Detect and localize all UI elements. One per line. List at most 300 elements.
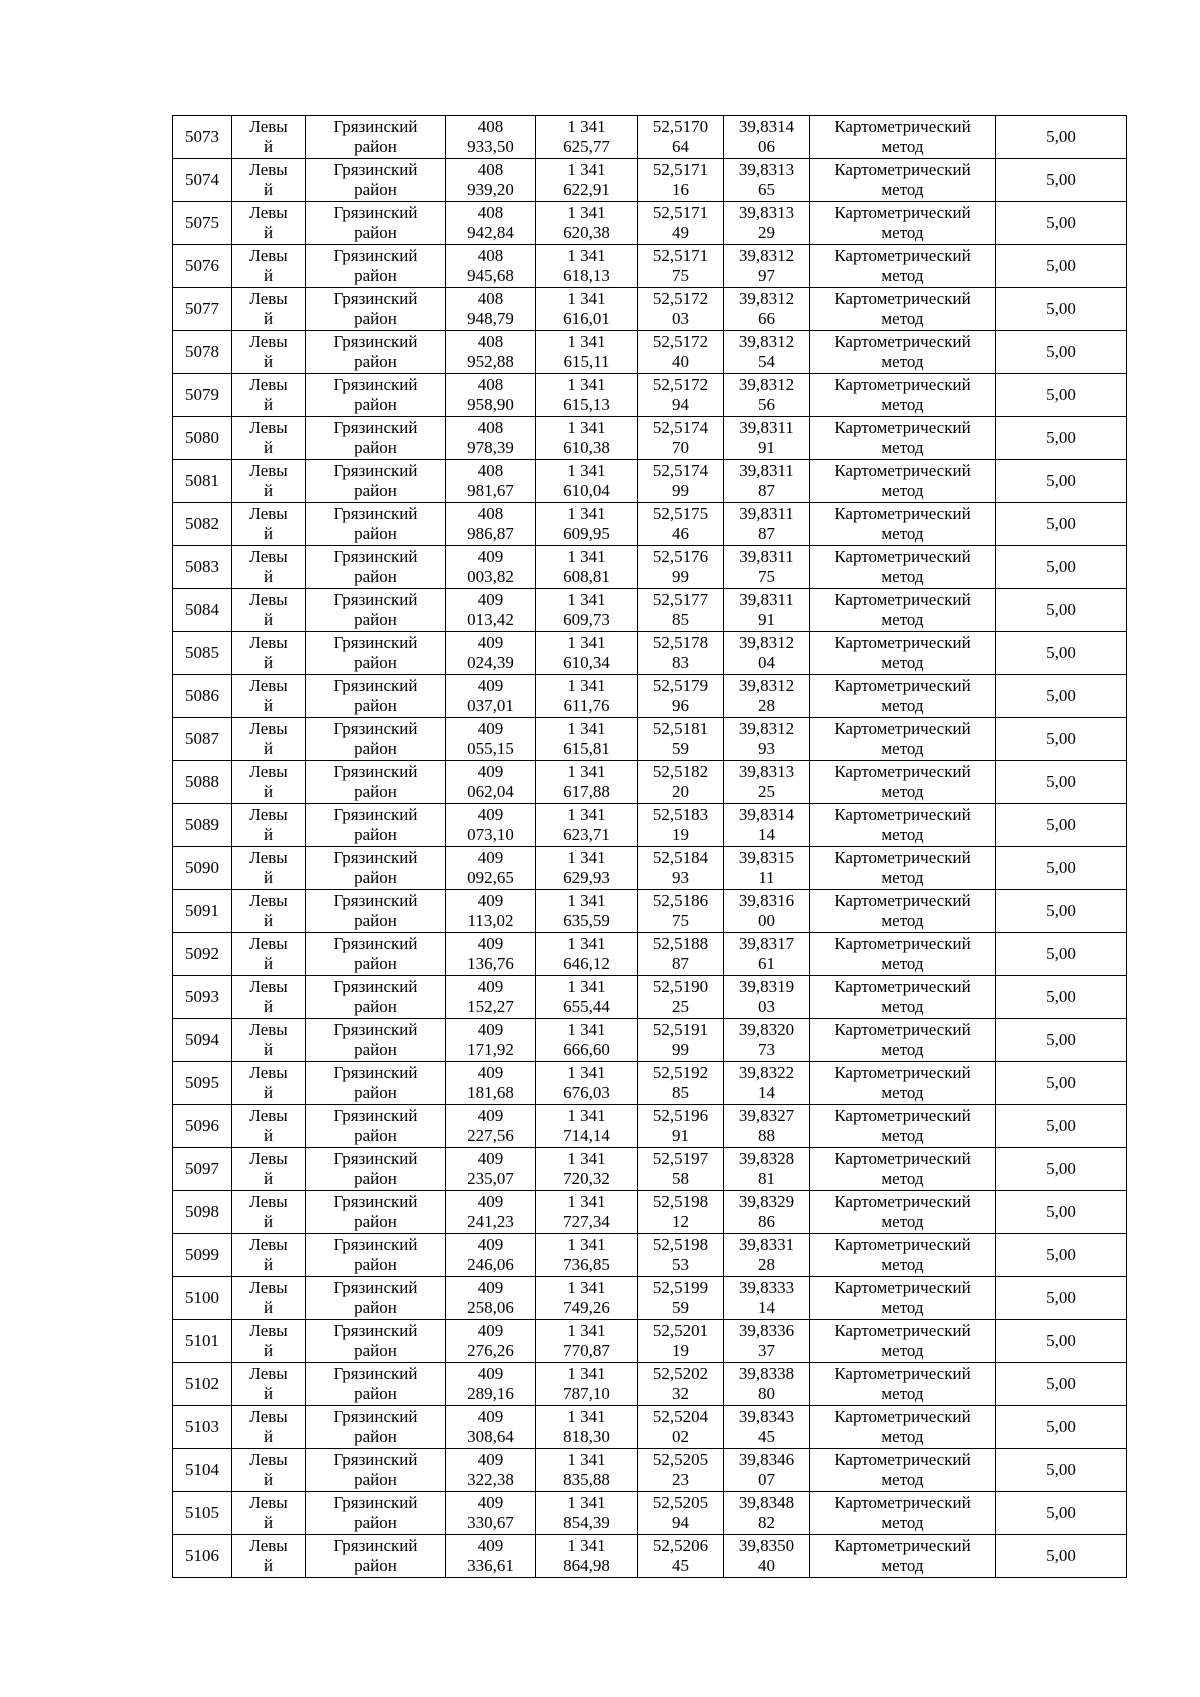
district-cell (306, 1406, 446, 1449)
accuracy-cell (996, 288, 1127, 331)
latitude-cell-line: 59 (672, 739, 689, 758)
side-cell (232, 1535, 306, 1578)
x-coordinate-cell-line: 408 (477, 504, 504, 523)
district-cell-line: район (354, 696, 397, 715)
method-cell (810, 159, 996, 202)
y-coordinate-cell-line: 1 341 (567, 676, 606, 695)
longitude-cell (724, 1363, 810, 1406)
side-cell-line: Левы (249, 1149, 288, 1168)
x-coordinate-cell-line: 952,88 (467, 352, 514, 371)
latitude-cell-line: 02 (672, 1427, 689, 1446)
x-coordinate-cell-line: 336,61 (467, 1556, 514, 1575)
y-coordinate-cell-line: 1 341 (567, 246, 606, 265)
latitude-cell (638, 589, 724, 632)
x-coordinate-cell (446, 159, 536, 202)
latitude-cell-line: 70 (672, 438, 689, 457)
accuracy-cell (996, 675, 1127, 718)
method-cell-line: метод (881, 1169, 924, 1188)
method-cell-line: Картометрический (834, 633, 971, 652)
district-cell (306, 1191, 446, 1234)
longitude-cell (724, 804, 810, 847)
x-coordinate-cell-line: 409 (477, 1536, 504, 1555)
accuracy-cell (996, 761, 1127, 804)
x-coordinate-cell-line: 073,10 (467, 825, 514, 844)
latitude-cell (638, 1019, 724, 1062)
accuracy-cell-line: 5,00 (1046, 1073, 1076, 1092)
accuracy-cell (996, 1277, 1127, 1320)
accuracy-cell-line: 5,00 (1046, 600, 1076, 619)
longitude-cell-line: 37 (758, 1341, 775, 1360)
method-cell-line: метод (881, 997, 924, 1016)
side-cell (232, 159, 306, 202)
y-coordinate-cell (536, 1062, 638, 1105)
y-coordinate-cell-line: 1 341 (567, 1020, 606, 1039)
y-coordinate-cell-line: 1 341 (567, 1192, 606, 1211)
point-number-cell (173, 1492, 232, 1535)
x-coordinate-cell-line: 409 (477, 934, 504, 953)
side-cell-line: Левы (249, 977, 288, 996)
side-cell (232, 1148, 306, 1191)
longitude-cell-line: 39,8327 (738, 1106, 795, 1125)
accuracy-cell-line: 5,00 (1046, 1417, 1076, 1436)
y-coordinate-cell-line: 618,13 (563, 266, 610, 285)
side-cell-line: й (263, 395, 274, 414)
point-number-cell-line: 5079 (185, 385, 219, 404)
side-cell-line: й (263, 1169, 274, 1188)
longitude-cell (724, 718, 810, 761)
x-coordinate-cell (446, 933, 536, 976)
district-cell-line: район (354, 911, 397, 930)
x-coordinate-cell-line: 978,39 (467, 438, 514, 457)
district-cell-line: Грязинский (333, 1278, 418, 1297)
latitude-cell (638, 933, 724, 976)
latitude-cell-line: 52,5183 (652, 805, 709, 824)
point-number-cell (173, 116, 232, 159)
point-number-cell-line: 5084 (185, 600, 219, 619)
longitude-cell-line: 82 (758, 1513, 775, 1532)
y-coordinate-cell (536, 1449, 638, 1492)
latitude-cell (638, 804, 724, 847)
y-coordinate-cell-line: 1 341 (567, 160, 606, 179)
table-row (173, 1148, 1127, 1191)
x-coordinate-cell (446, 976, 536, 1019)
y-coordinate-cell-line: 1 341 (567, 1106, 606, 1125)
latitude-cell-line: 52,5197 (652, 1149, 709, 1168)
x-coordinate-cell (446, 804, 536, 847)
x-coordinate-cell (446, 1234, 536, 1277)
method-cell-line: Картометрический (834, 676, 971, 695)
y-coordinate-cell-line: 610,04 (563, 481, 610, 500)
latitude-cell-line: 94 (672, 395, 689, 414)
longitude-cell (724, 546, 810, 589)
method-cell (810, 804, 996, 847)
table-row (173, 1492, 1127, 1535)
latitude-cell-line: 52,5174 (652, 461, 709, 480)
district-cell-line: Грязинский (333, 1364, 418, 1383)
side-cell (232, 890, 306, 933)
y-coordinate-cell-line: 623,71 (563, 825, 610, 844)
longitude-cell-line: 14 (758, 1083, 775, 1102)
table-row (173, 632, 1127, 675)
longitude-cell (724, 417, 810, 460)
y-coordinate-cell-line: 609,95 (563, 524, 610, 543)
point-number-cell (173, 1019, 232, 1062)
longitude-cell (724, 761, 810, 804)
district-cell (306, 1363, 446, 1406)
side-cell (232, 976, 306, 1019)
latitude-cell-line: 52,5205 (652, 1493, 709, 1512)
point-number-cell (173, 847, 232, 890)
accuracy-cell (996, 1234, 1127, 1277)
method-cell-line: метод (881, 1384, 924, 1403)
district-cell-line: район (354, 266, 397, 285)
point-number-cell-line: 5106 (185, 1546, 219, 1565)
x-coordinate-cell (446, 1148, 536, 1191)
district-cell-line: Грязинский (333, 117, 418, 136)
x-coordinate-cell (446, 718, 536, 761)
longitude-cell (724, 1277, 810, 1320)
accuracy-cell (996, 374, 1127, 417)
x-coordinate-cell-line: 409 (477, 1106, 504, 1125)
accuracy-cell-line: 5,00 (1046, 1159, 1076, 1178)
district-cell (306, 460, 446, 503)
side-cell-line: й (263, 825, 274, 844)
x-coordinate-cell (446, 1277, 536, 1320)
y-coordinate-cell-line: 1 341 (567, 117, 606, 136)
y-coordinate-cell-line: 1 341 (567, 332, 606, 351)
longitude-cell-line: 91 (758, 610, 775, 629)
table-row (173, 761, 1127, 804)
side-cell-line: й (263, 1126, 274, 1145)
method-cell-line: метод (881, 1083, 924, 1102)
method-cell-line: метод (881, 825, 924, 844)
side-cell-line: Левы (249, 1278, 288, 1297)
x-coordinate-cell (446, 675, 536, 718)
point-number-cell-line: 5089 (185, 815, 219, 834)
accuracy-cell (996, 1148, 1127, 1191)
accuracy-cell-line: 5,00 (1046, 901, 1076, 920)
longitude-cell-line: 80 (758, 1384, 775, 1403)
longitude-cell-line: 61 (758, 954, 775, 973)
district-cell-line: Грязинский (333, 1192, 418, 1211)
method-cell (810, 761, 996, 804)
longitude-cell (724, 1449, 810, 1492)
latitude-cell-line: 49 (672, 223, 689, 242)
y-coordinate-cell (536, 288, 638, 331)
table-row (173, 503, 1127, 546)
side-cell-line: Левы (249, 1106, 288, 1125)
method-cell-line: Картометрический (834, 1149, 971, 1168)
method-cell-line: метод (881, 438, 924, 457)
district-cell (306, 1019, 446, 1062)
point-number-cell-line: 5087 (185, 729, 219, 748)
longitude-cell (724, 589, 810, 632)
method-cell-line: метод (881, 567, 924, 586)
y-coordinate-cell-line: 1 341 (567, 891, 606, 910)
longitude-cell (724, 288, 810, 331)
district-cell (306, 245, 446, 288)
x-coordinate-cell-line: 933,50 (467, 137, 514, 156)
point-number-cell (173, 1320, 232, 1363)
district-cell-line: Грязинский (333, 590, 418, 609)
side-cell-line: Левы (249, 590, 288, 609)
x-coordinate-cell-line: 408 (477, 418, 504, 437)
district-cell (306, 1320, 446, 1363)
accuracy-cell-line: 5,00 (1046, 944, 1076, 963)
accuracy-cell (996, 331, 1127, 374)
district-cell-line: район (354, 1513, 397, 1532)
district-cell-line: район (354, 1169, 397, 1188)
x-coordinate-cell-line: 181,68 (467, 1083, 514, 1102)
latitude-cell-line: 52,5188 (652, 934, 709, 953)
table-row (173, 976, 1127, 1019)
y-coordinate-cell-line: 1 341 (567, 547, 606, 566)
district-cell-line: район (354, 137, 397, 156)
latitude-cell (638, 159, 724, 202)
longitude-cell (724, 1320, 810, 1363)
longitude-cell (724, 1492, 810, 1535)
longitude-cell-line: 39,8312 (738, 289, 795, 308)
district-cell-line: Грязинский (333, 461, 418, 480)
method-cell-line: метод (881, 782, 924, 801)
latitude-cell-line: 23 (672, 1470, 689, 1489)
method-cell-line: Картометрический (834, 117, 971, 136)
method-cell-line: метод (881, 1255, 924, 1274)
table-row (173, 374, 1127, 417)
longitude-cell-line: 39,8311 (739, 547, 794, 566)
point-number-cell (173, 1234, 232, 1277)
x-coordinate-cell-line: 409 (477, 977, 504, 996)
x-coordinate-cell-line: 408 (477, 203, 504, 222)
y-coordinate-cell-line: 1 341 (567, 1536, 606, 1555)
x-coordinate-cell (446, 1062, 536, 1105)
accuracy-cell (996, 546, 1127, 589)
method-cell-line: метод (881, 1427, 924, 1446)
method-cell (810, 1449, 996, 1492)
table-row (173, 1105, 1127, 1148)
y-coordinate-cell (536, 804, 638, 847)
y-coordinate-cell-line: 608,81 (563, 567, 610, 586)
point-number-cell (173, 1449, 232, 1492)
latitude-cell (638, 1449, 724, 1492)
district-cell (306, 116, 446, 159)
latitude-cell-line: 52,5174 (652, 418, 709, 437)
x-coordinate-cell-line: 241,23 (467, 1212, 514, 1231)
y-coordinate-cell-line: 615,13 (563, 395, 610, 414)
district-cell-line: Грязинский (333, 848, 418, 867)
side-cell (232, 546, 306, 589)
method-cell-line: Картометрический (834, 160, 971, 179)
x-coordinate-cell-line: 322,38 (467, 1470, 514, 1489)
x-coordinate-cell (446, 1449, 536, 1492)
point-number-cell (173, 718, 232, 761)
longitude-cell-line: 86 (758, 1212, 775, 1231)
point-number-cell (173, 1191, 232, 1234)
district-cell (306, 546, 446, 589)
district-cell-line: район (354, 1126, 397, 1145)
y-coordinate-cell-line: 749,26 (563, 1298, 610, 1317)
y-coordinate-cell-line: 610,34 (563, 653, 610, 672)
district-cell-line: Грязинский (333, 418, 418, 437)
accuracy-cell (996, 1535, 1127, 1578)
district-cell-line: Грязинский (333, 203, 418, 222)
district-cell-line: район (354, 739, 397, 758)
method-cell (810, 890, 996, 933)
y-coordinate-cell-line: 1 341 (567, 418, 606, 437)
x-coordinate-cell-line: 409 (477, 719, 504, 738)
point-number-cell-line: 5102 (185, 1374, 219, 1393)
side-cell-line: й (263, 524, 274, 543)
y-coordinate-cell-line: 625,77 (563, 137, 610, 156)
y-coordinate-cell (536, 675, 638, 718)
x-coordinate-cell (446, 890, 536, 933)
side-cell-line: й (263, 696, 274, 715)
side-cell (232, 761, 306, 804)
point-number-cell-line: 5103 (185, 1417, 219, 1436)
x-coordinate-cell-line: 409 (477, 1450, 504, 1469)
accuracy-cell-line: 5,00 (1046, 1460, 1076, 1479)
y-coordinate-cell (536, 890, 638, 933)
latitude-cell (638, 1320, 724, 1363)
accuracy-cell (996, 718, 1127, 761)
longitude-cell-line: 39,8313 (738, 762, 795, 781)
table-row (173, 1320, 1127, 1363)
point-number-cell (173, 761, 232, 804)
latitude-cell-line: 96 (672, 696, 689, 715)
y-coordinate-cell (536, 202, 638, 245)
method-cell-line: Картометрический (834, 203, 971, 222)
method-cell (810, 546, 996, 589)
latitude-cell-line: 52,5172 (652, 289, 709, 308)
x-coordinate-cell (446, 116, 536, 159)
x-coordinate-cell-line: 408 (477, 289, 504, 308)
point-number-cell-line: 5093 (185, 987, 219, 1006)
latitude-cell-line: 85 (672, 610, 689, 629)
y-coordinate-cell-line: 611,76 (563, 696, 610, 715)
side-cell-line: й (263, 180, 274, 199)
point-number-cell-line: 5083 (185, 557, 219, 576)
accuracy-cell (996, 1406, 1127, 1449)
x-coordinate-cell-line: 409 (477, 805, 504, 824)
accuracy-cell-line: 5,00 (1046, 987, 1076, 1006)
side-cell (232, 245, 306, 288)
method-cell-line: Картометрический (834, 977, 971, 996)
latitude-cell-line: 20 (672, 782, 689, 801)
y-coordinate-cell-line: 727,34 (563, 1212, 610, 1231)
latitude-cell-line: 52,5182 (652, 762, 709, 781)
method-cell-line: Картометрический (834, 1407, 971, 1426)
table-row (173, 847, 1127, 890)
y-coordinate-cell-line: 1 341 (567, 1149, 606, 1168)
accuracy-cell (996, 890, 1127, 933)
method-cell-line: Картометрический (834, 1063, 971, 1082)
y-coordinate-cell-line: 714,14 (563, 1126, 610, 1145)
side-cell (232, 589, 306, 632)
y-coordinate-cell (536, 761, 638, 804)
y-coordinate-cell-line: 629,93 (563, 868, 610, 887)
district-cell (306, 718, 446, 761)
latitude-cell-line: 52,5199 (652, 1278, 709, 1297)
point-number-cell (173, 202, 232, 245)
side-cell-line: й (263, 352, 274, 371)
side-cell-line: й (263, 997, 274, 1016)
y-coordinate-cell-line: 676,03 (563, 1083, 610, 1102)
point-number-cell (173, 1148, 232, 1191)
longitude-cell (724, 159, 810, 202)
accuracy-cell-line: 5,00 (1046, 1245, 1076, 1264)
latitude-cell-line: 52,5196 (652, 1106, 709, 1125)
district-cell-line: Грязинский (333, 1020, 418, 1039)
x-coordinate-cell (446, 1191, 536, 1234)
method-cell (810, 202, 996, 245)
method-cell (810, 1492, 996, 1535)
latitude-cell (638, 417, 724, 460)
district-cell-line: Грязинский (333, 676, 418, 695)
point-number-cell-line: 5099 (185, 1245, 219, 1264)
side-cell-line: Левы (249, 547, 288, 566)
y-coordinate-cell (536, 374, 638, 417)
method-cell (810, 288, 996, 331)
latitude-cell (638, 116, 724, 159)
district-cell-line: Грязинский (333, 1321, 418, 1340)
accuracy-cell (996, 503, 1127, 546)
y-coordinate-cell-line: 787,10 (563, 1384, 610, 1403)
longitude-cell-line: 39,8328 (738, 1149, 795, 1168)
x-coordinate-cell-line: 939,20 (467, 180, 514, 199)
latitude-cell (638, 1492, 724, 1535)
longitude-cell-line: 39,8312 (738, 633, 795, 652)
y-coordinate-cell-line: 1 341 (567, 805, 606, 824)
accuracy-cell-line: 5,00 (1046, 514, 1076, 533)
method-cell (810, 1191, 996, 1234)
district-cell-line: Грязинский (333, 805, 418, 824)
accuracy-cell (996, 1105, 1127, 1148)
x-coordinate-cell-line: 246,06 (467, 1255, 514, 1274)
x-coordinate-cell-line: 986,87 (467, 524, 514, 543)
x-coordinate-cell-line: 408 (477, 246, 504, 265)
latitude-cell-line: 52,5202 (652, 1364, 709, 1383)
side-cell-line: Левы (249, 246, 288, 265)
y-coordinate-cell-line: 1 341 (567, 719, 606, 738)
district-cell-line: район (354, 1212, 397, 1231)
accuracy-cell (996, 933, 1127, 976)
x-coordinate-cell-line: 152,27 (467, 997, 514, 1016)
latitude-cell-line: 87 (672, 954, 689, 973)
longitude-cell (724, 1191, 810, 1234)
y-coordinate-cell-line: 770,87 (563, 1341, 610, 1360)
side-cell (232, 460, 306, 503)
district-cell-line: район (354, 1384, 397, 1403)
latitude-cell-line: 52,5177 (652, 590, 709, 609)
district-cell-line: район (354, 1083, 397, 1102)
latitude-cell-line: 52,5198 (652, 1235, 709, 1254)
longitude-cell-line: 88 (758, 1126, 775, 1145)
district-cell-line: Грязинский (333, 547, 418, 566)
method-cell (810, 1320, 996, 1363)
x-coordinate-cell (446, 1535, 536, 1578)
longitude-cell-line: 39,8312 (738, 375, 795, 394)
point-number-cell (173, 1105, 232, 1148)
side-cell-line: Левы (249, 375, 288, 394)
table-row (173, 546, 1127, 589)
point-number-cell-line: 5092 (185, 944, 219, 963)
side-cell (232, 1363, 306, 1406)
district-cell-line: Грязинский (333, 160, 418, 179)
y-coordinate-cell-line: 1 341 (567, 1235, 606, 1254)
method-cell-line: Картометрический (834, 1364, 971, 1383)
table-row (173, 1234, 1127, 1277)
x-coordinate-cell (446, 847, 536, 890)
